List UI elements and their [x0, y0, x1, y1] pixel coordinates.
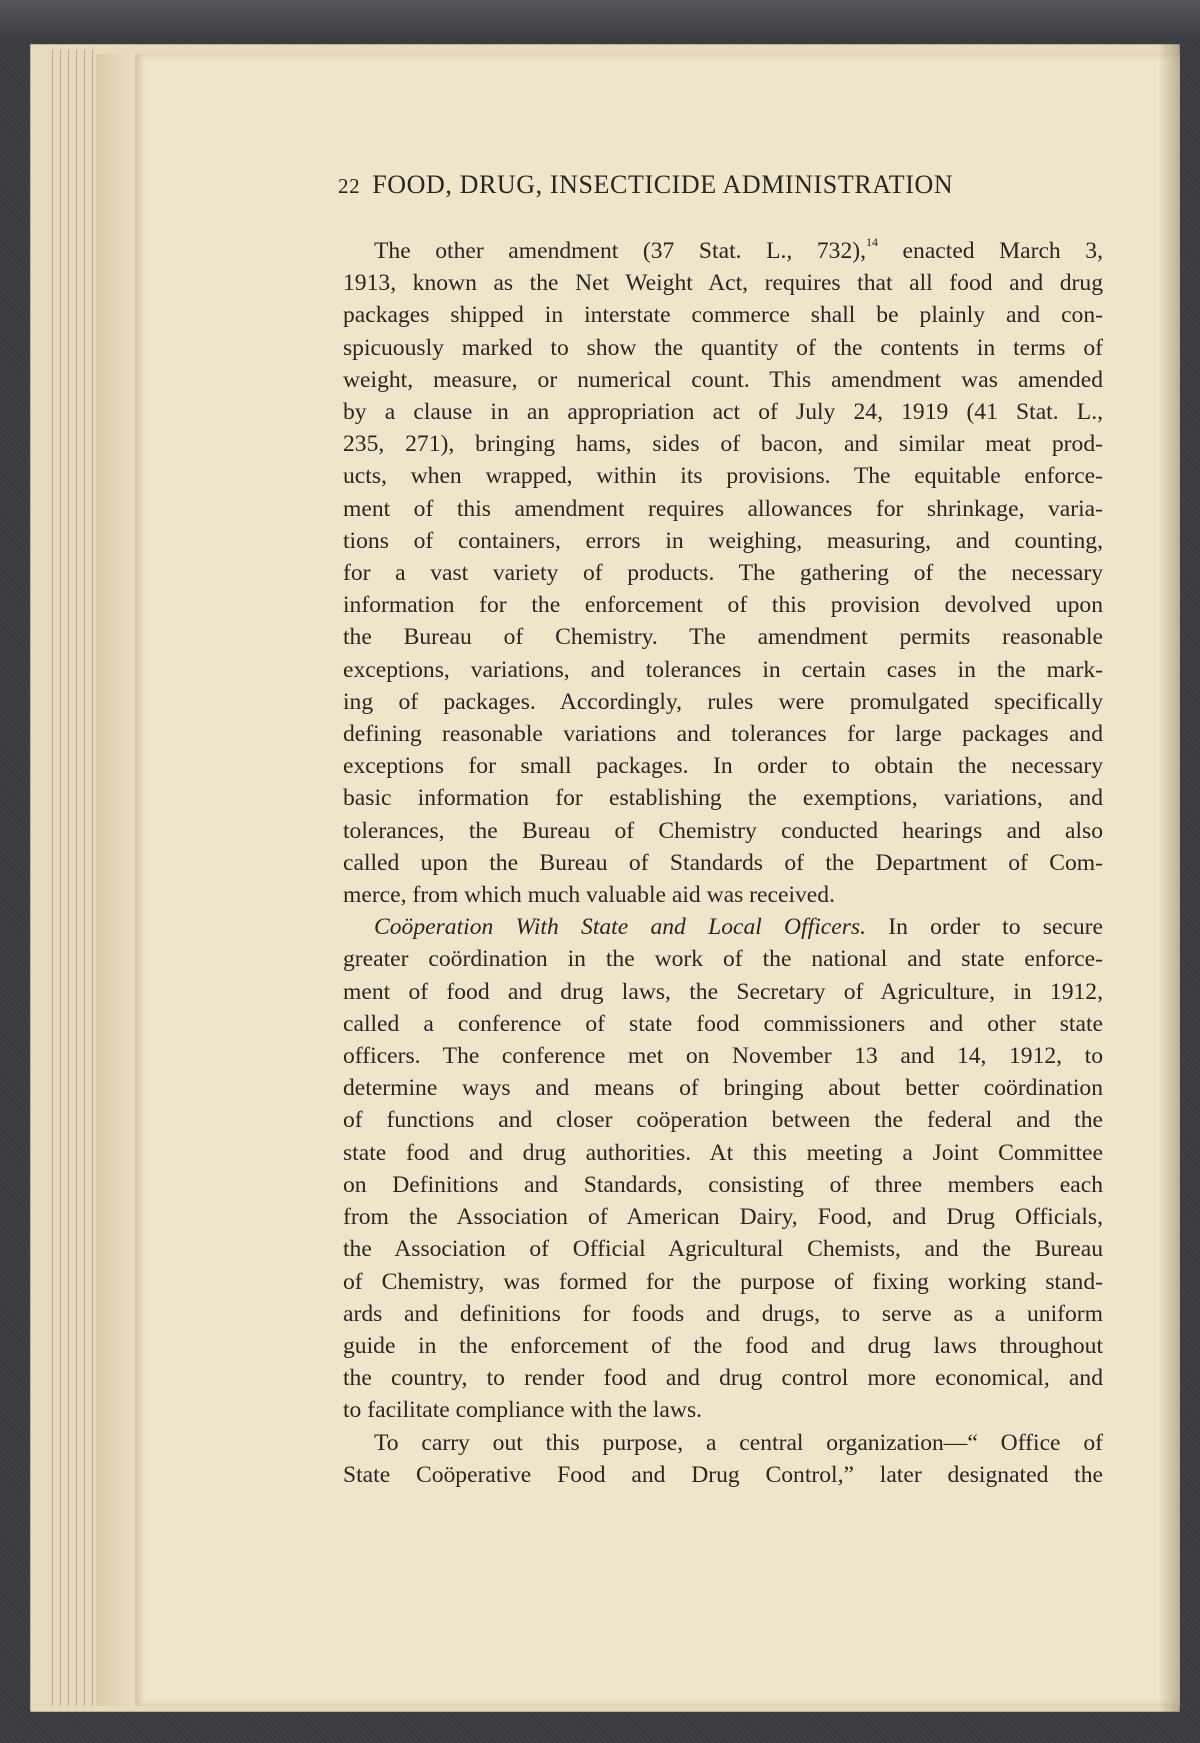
text-line: guide in the enforcement of the food and drug laws throughout: [343, 1332, 1103, 1359]
text-line: tions of containers, errors in weighing, measuring, and counting,: [343, 527, 1103, 554]
text-line: State Coöperative Food and Drug Control,” later designated the: [343, 1461, 1103, 1488]
page-right-shadow: [1158, 44, 1180, 1712]
text-line: by a clause in an appropriation act of July 24, 1919 (41 Stat. L.,: [343, 399, 1103, 426]
text-line: spicuously marked to show the quantity of the contents in terms of: [343, 334, 1103, 361]
text-line: called upon the Bureau of Standards of the Department of Com-: [343, 849, 1103, 876]
body-text: [343, 235, 1103, 1491]
text-line: merce, from which much valuable aid was received.: [343, 882, 835, 909]
text-line: basic information for establishing the exemptions, variations, and: [343, 785, 1103, 812]
page-edge-line: [92, 50, 93, 1706]
paragraph: [343, 911, 1103, 1426]
gutter-shadow: [96, 54, 136, 1706]
text-line: the Association of Official Agricultural Chemists, and the Bureau: [343, 1236, 1103, 1263]
text-line: To carry out this purpose, a central organization—“ Office of: [374, 1429, 1103, 1456]
cover-top-edge: [0, 0, 1200, 40]
text-line: ment of this amendment requires allowances for shrinkage, varia-: [343, 495, 1103, 522]
page-number: 22: [338, 174, 361, 198]
paragraph: [343, 1427, 1103, 1491]
text-line: the country, to render food and drug control more economical, and: [343, 1365, 1103, 1392]
text-line: information for the enforcement of this provision devolved upon: [343, 592, 1103, 619]
text-line: ards and definitions for foods and drugs, to serve as a uniform: [343, 1300, 1103, 1327]
text-line: weight, measure, or numerical count. This amendment was amended: [343, 366, 1103, 393]
text-line: 1913, known as the Net Weight Act, requires that all food and drug: [343, 270, 1103, 297]
text-line: officers. The conference met on November 13 and 14, 1912, to: [343, 1043, 1103, 1070]
text-line: from the Association of American Dairy, Food, and Drug Officials,: [343, 1204, 1103, 1231]
page-edge-line: [68, 50, 69, 1706]
text-line: greater coördination in the work of the national and state enforce-: [343, 946, 1103, 973]
text-line: tolerances, the Bureau of Chemistry conducted hearings and also: [343, 817, 1103, 844]
text-line: exceptions for small packages. In order to obtain the necessary: [343, 753, 1103, 780]
text-line: ing of packages. Accordingly, rules were promulgated specifically: [343, 688, 1103, 715]
text-line: determine ways and means of bringing about better coördination: [343, 1075, 1103, 1102]
page-edge-line: [76, 50, 77, 1706]
text-line: for a vast variety of products. The gathering of the necessary: [343, 560, 1103, 587]
section-heading: Coöperation With State and Local Officers.: [374, 914, 866, 941]
text-line: 235, 271), bringing hams, sides of bacon, and similar meat prod-: [343, 431, 1103, 458]
page-edge-line: [84, 50, 85, 1706]
text-line: ucts, when wrapped, within its provisions. The equitable enforce-: [343, 463, 1103, 490]
running-head-title: FOOD, DRUG, INSECTICIDE ADMINISTRATION: [372, 170, 954, 199]
text-line: the Bureau of Chemistry. The amendment permits reasonable: [343, 624, 1103, 651]
text-line: exceptions, variations, and tolerances in certain cases in the mark-: [343, 656, 1103, 683]
text-line: ment of food and drug laws, the Secretary of Agriculture, in 1912,: [343, 978, 1103, 1005]
text-line: called a conference of state food commissioners and other state: [343, 1010, 1103, 1037]
text-line: of Chemistry, was formed for the purpose of fixing working stand-: [343, 1268, 1103, 1295]
text-line: defining reasonable variations and tolerances for large packages and: [343, 721, 1103, 748]
text-line: Coöperation With State and Local Officers. In order to secure: [374, 914, 1103, 941]
text-line: to facilitate compliance with the laws.: [343, 1397, 703, 1424]
page-edge-line: [60, 50, 61, 1706]
page-edge-line: [52, 50, 53, 1706]
text-line: state food and drug authorities. At this meeting a Joint Committee: [343, 1139, 1103, 1166]
text-line: The other amendment (37 Stat. L., 732),$^{14}$ enacted March 3,: [374, 235, 1103, 264]
text-line: packages shipped in interstate commerce shall be plainly and con-: [343, 302, 1103, 329]
running-header: [338, 170, 1078, 200]
text-line: of functions and closer coöperation between the federal and the: [343, 1107, 1103, 1134]
text-line: on Definitions and Standards, consisting of three members each: [343, 1171, 1103, 1198]
paragraph: [343, 235, 1103, 911]
footnote-reference: 14: [866, 235, 878, 249]
